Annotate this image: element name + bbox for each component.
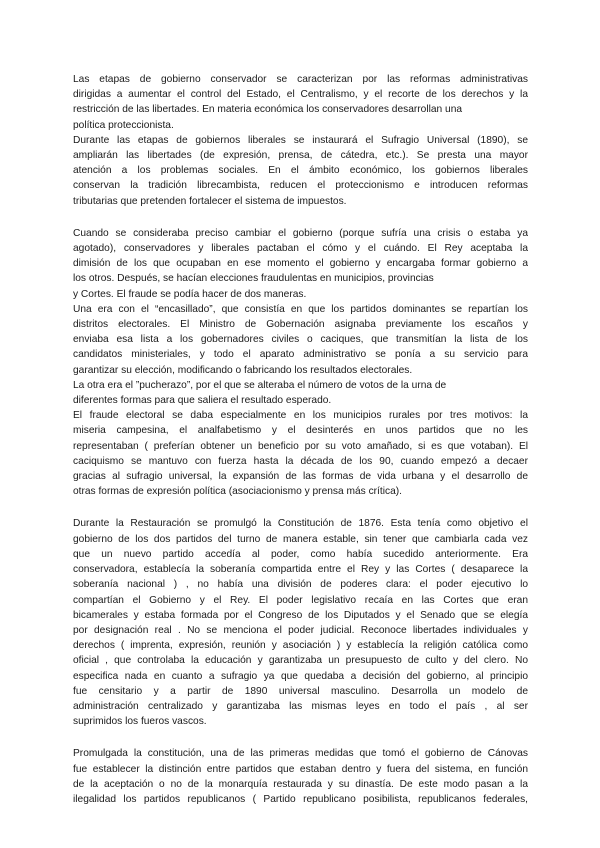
text-line: Promulgada la constitución, una de las primeras medidas que tomó el gobierno de Cánovas bbox=[73, 748, 528, 760]
text-line: Una era con el “encasillado”, que consistía en que los partidos dominantes se repartían los bbox=[73, 303, 528, 315]
paragraph bbox=[73, 226, 528, 302]
text-line: administración centralizado y garantizaba las mismas leyes en todo el país , al ser bbox=[73, 700, 528, 712]
paragraph bbox=[73, 72, 528, 133]
text-line: los otros. Después, se hacían elecciones fraudulentas en municipios, provincias bbox=[73, 273, 434, 285]
text-line: derechos ( imprenta, expresión, reunión y asociación ) y establecía la religión católica como bbox=[73, 640, 528, 652]
paragraph-spacer bbox=[73, 209, 528, 226]
text-line: conservadora, establecía la soberanía compartida entre el Rey y las Cortes ( desaparece la bbox=[73, 564, 528, 576]
paragraph-spacer bbox=[73, 499, 528, 516]
text-line: gobierno de los dos partidos del turno de manera estable, sin tener que cambiarla cada vez bbox=[73, 533, 528, 545]
text-line: atención a los problemas sociales. En el ámbito económico, los gobiernos liberales bbox=[73, 165, 528, 177]
text-line: otras formas de expresión política (asociacionismo y prensa más crítica). bbox=[73, 486, 402, 498]
paragraph bbox=[73, 302, 528, 378]
text-line: especifica nada en cuanto a sufragio ya que quedaba a decisión del gobierno, al principio bbox=[73, 670, 528, 682]
text-line: distritos electorales. El Ministro de Gobernación asignaba previamente los escaños y bbox=[73, 319, 528, 331]
text-line: suprimidos los fueros vascos. bbox=[73, 716, 207, 728]
text-line: dimisión de los que ocupaban en ese momento el gobierno y encargaba formar gobierno a bbox=[73, 258, 528, 270]
paragraph bbox=[73, 133, 528, 209]
text-line: por designación real . No se menciona el poder judicial. Reconoce libertades individuales y bbox=[73, 624, 528, 636]
text-line: fue censitario y a partir de 1890 universal masculino. Desarrolla un modelo de bbox=[73, 685, 528, 697]
text-line: miseria campesina, el analfabetismo y el desinterés en unos partidos que no les bbox=[73, 425, 528, 437]
text-line: representaban ( preferían obtener un beneficio por su voto amañado, si es que votaban). El bbox=[73, 440, 528, 452]
text-line: enviaba esa lista a los gobernadores civiles o caciques, que transmitían la lista de los bbox=[73, 334, 528, 346]
paragraph bbox=[73, 408, 528, 499]
text-line: Cuando se consideraba preciso cambiar el gobierno (porque sufría una crisis o estaba ya bbox=[73, 227, 528, 239]
text-line: ampliarán las libertades (de expresión, prensa, de cátedra, etc.). Se presta una mayor bbox=[73, 150, 528, 162]
text-line: El fraude electoral se daba especialmente en los municipios rurales por tres motivos: la bbox=[73, 410, 528, 422]
paragraph bbox=[73, 516, 528, 729]
text-line: y Cortes. El fraude se podía hacer de dos maneras. bbox=[73, 288, 307, 300]
text-line: Durante las etapas de gobiernos liberales se instaurará el Sufragio Universal (1890), se bbox=[73, 134, 528, 146]
text-line: garantizar su elección, modificando o fabricando los resultados electorales. bbox=[73, 364, 413, 376]
text-line: ilegalidad los partidos republicanos ( Partido republicano posibilista, republicanos federales, bbox=[73, 793, 528, 805]
paragraph bbox=[73, 746, 528, 807]
text-line: política proteccionista. bbox=[73, 119, 174, 131]
text-line: restricción de las libertades. En materia económica los conservadores desarrollan una bbox=[73, 104, 463, 116]
text-line: caciquismo se mantuvo con fuerza hasta la década de los 90, cuando empezó a decaer bbox=[73, 455, 528, 467]
text-line: gracias al sufragio universal, la expansión de las formas de vida urbana y el desarrollo de bbox=[73, 471, 528, 483]
text-line: fue establecer la distinción entre partidos que estaban dentro y fuera del sistema, en función bbox=[73, 763, 528, 775]
text-line: agotado), conservadores y liberales pactaban el cómo y el cuándo. El Rey aceptaba la bbox=[73, 243, 528, 255]
text-line: candidatos ministeriales, y todo el aparato administrativo se ponía a su servicio para bbox=[73, 349, 528, 361]
text-line: La otra era el ”pucherazo”, por el que se alteraba el número de votos de la urna de bbox=[73, 379, 447, 391]
text-line: conservan la tradición librecambista, reducen el proteccionismo e introducen reformas bbox=[73, 180, 528, 192]
text-line: oficial , que controlaba la educación y garantizaba un presupuesto de culto y del clero. No bbox=[73, 655, 528, 667]
text-line: de la aceptación o no de la monarquía restaurada y su dinastía. De este modo pasan a la bbox=[73, 778, 528, 790]
paragraph bbox=[73, 378, 528, 408]
paragraph-spacer bbox=[73, 729, 528, 746]
text-line: tributarias que pretenden fortalecer el sistema de impuestos. bbox=[73, 195, 347, 207]
text-line: soberanía nacional ) , no había una división de poderes clara: el poder ejecutivo lo bbox=[73, 579, 528, 591]
text-line: Las etapas de gobierno conservador se caracterizan por las reformas administrativas bbox=[73, 74, 528, 85]
text-line: compartían el Gobierno y el Rey. El poder legislativo recaía en las Cortes que eran bbox=[73, 594, 528, 606]
text-line: que un nuevo partido accedía al poder, como había sucedido anteriormente. Era bbox=[73, 548, 528, 560]
text-line: diferentes formas para que saliera el resultado esperado. bbox=[73, 395, 332, 407]
text-line: Durante la Restauración se promulgó la Constitución de 1876. Esta tenía como objetivo el bbox=[73, 518, 528, 530]
text-line: bicamerales y estaba formada por el Congreso de los Diputados y el Senado que se elegía bbox=[73, 609, 528, 621]
text-line: dirigidas a aumentar el control del Estado, el Centralismo, y el recorte de los derechos y la bbox=[73, 89, 528, 101]
